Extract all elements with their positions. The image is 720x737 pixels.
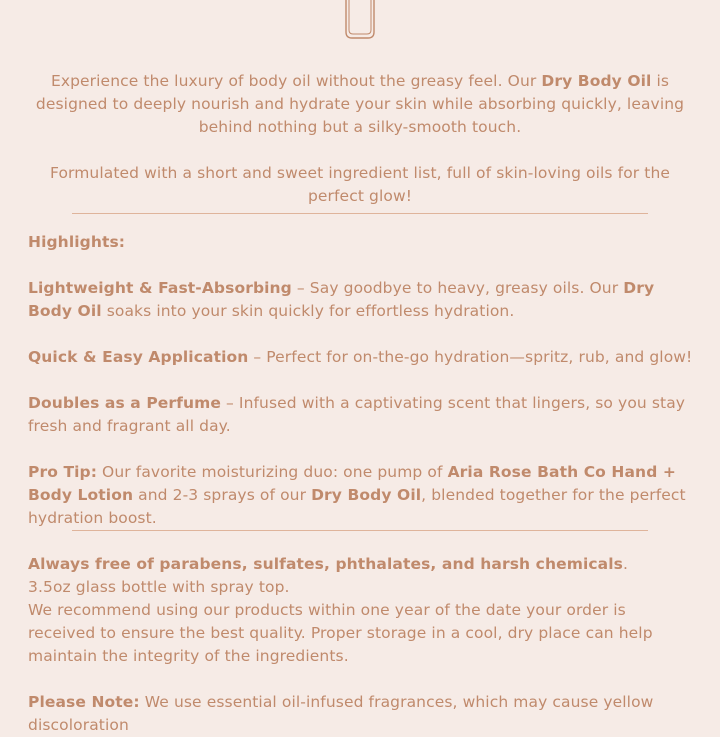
intro-text-a: Experience the luxury of body oil without the greasy feel. Our (50, 72, 542, 90)
product-name: Dry Body Oil (28, 279, 655, 320)
highlight-title: Doubles as a Perfume (28, 394, 221, 412)
free-of-period: . (622, 555, 628, 573)
please-note (28, 691, 698, 737)
free-of-text: Always free of parabens, sulfates, phthalates, and harsh chemicals (28, 555, 623, 573)
highlight-text: – Perfect for on-the-go hydration—spritz, rub, and glow! (248, 348, 693, 366)
ingredient-paragraph (24, 162, 696, 208)
highlight-title: Quick & Easy Application (28, 348, 249, 366)
pro-tip-label: Pro Tip: (28, 463, 98, 481)
highlights-section (28, 231, 698, 530)
recommendation: We recommend using our products within one year of the date your order is received to ensure the best quality. Proper storage in a cool, dry place can help maintain the integrity of the ingredients. (28, 601, 653, 665)
highlight-title: Lightweight & Fast-Absorbing (28, 279, 292, 297)
ingredient-text: Formulated with a short and sweet ingredient list, full of skin-loving oils for the perfect glow! (49, 164, 671, 205)
highlight-text: – Say goodbye to heavy, greasy oils. Our (291, 279, 624, 297)
note-text: We use essential oil-infused fragrances, which may cause yellow discoloration (28, 693, 654, 734)
pro-tip-text: , blended together for the perfect hydration boost. (28, 486, 686, 527)
pro-tip (28, 461, 698, 530)
lotion-name: Aria Rose Bath Co Hand + Body Lotion (28, 463, 676, 504)
note-label: Please Note: (28, 693, 140, 711)
divider (72, 213, 648, 214)
bottle-size: 3.5oz glass bottle with spray top. (28, 578, 290, 596)
details-section (28, 553, 698, 737)
highlights-heading: Highlights: (28, 233, 126, 251)
product-name: Dry Body Oil (311, 486, 422, 504)
free-of-statement (28, 553, 698, 576)
highlight-text: – Infused with a captivating scent that lingers, so you stay fresh and fragrant all day. (28, 394, 686, 435)
intro-text-c: is designed to deeply nourish and hydrate your skin while absorbing quickly, leaving behind nothing but a silky-smooth touch. (35, 72, 685, 136)
highlight-item (28, 392, 698, 438)
highlight-text: soaks into your skin quickly for effortless hydration. (101, 302, 515, 320)
product-name: Dry Body Oil (541, 72, 652, 90)
highlight-item (28, 346, 698, 369)
intro-paragraph (24, 70, 696, 139)
pro-tip-text: and 2-3 sprays of our (133, 486, 312, 504)
divider (72, 530, 648, 531)
glass-bottle-icon (342, 0, 378, 42)
highlight-item (28, 277, 698, 323)
pro-tip-text: Our favorite moisturizing duo: one pump of (97, 463, 448, 481)
